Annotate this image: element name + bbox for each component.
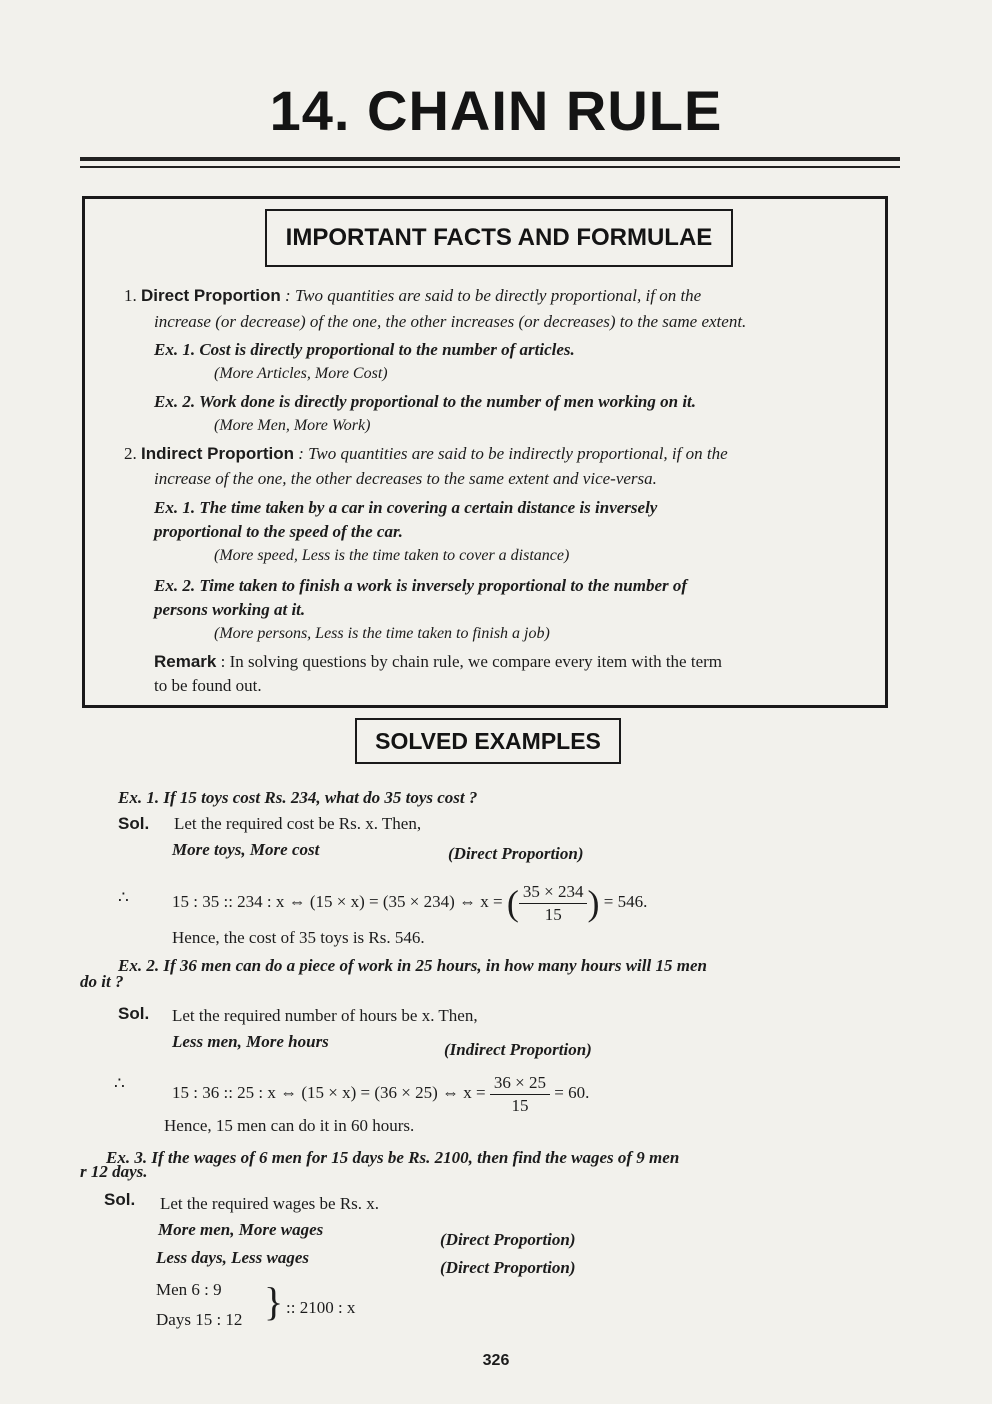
direct-num: 1. [124,286,137,305]
remark-text-b: to be found out. [154,676,262,695]
indirect-num: 2. [124,444,137,463]
facts-heading: IMPORTANT FACTS AND FORMULAE [265,209,733,267]
indirect-def-b: increase of the one, the other decreases to the same extent and vice-versa. [154,469,657,488]
indirect-ex1-note: (More speed, Less is the time taken to cover a distance) [214,547,570,564]
ex3-relation-2: Less days, Less wages [156,1248,309,1267]
ex2-frac-num: 36 × 25 [490,1072,550,1095]
ex3-type-1: (Direct Proportion) [440,1230,576,1249]
indirect-proportion-def [124,442,728,466]
indirect-def-a: : Two quantities are said to be indirectly proportional, if on the [298,444,728,463]
indirect-ex2-b: persons working at it. [154,600,306,619]
ex1-therefore: ∴ [118,888,129,907]
remark [154,650,722,674]
ex1-eq-b: = 546. [603,892,648,911]
remark-label: Remark [154,652,217,671]
indirect-ex1-a: Ex. 1. The time taken by a car in covering a certain distance is inversely [154,498,658,517]
ex2-hence: Hence, 15 men can do it in 60 hours. [164,1116,415,1135]
ex1-sol-text: Let the required cost be Rs. x. Then, [174,814,422,833]
ex1-type: (Direct Proportion) [448,844,584,863]
ex1-hence: Hence, the cost of 35 toys is Rs. 546. [172,928,425,947]
ex2-therefore: ∴ [114,1074,125,1093]
ex2-equation [172,1068,589,1118]
ex2-eq-b: = 60. [554,1083,590,1102]
indirect-ex1-b: proportional to the speed of the car. [154,522,403,541]
title-rule-thick [80,157,900,161]
ex2-question-a: Ex. 2. If 36 men can do a piece of work in 25 hours, in how many hours will 15 men [118,956,707,975]
direct-ex2-note: (More Men, More Work) [214,417,371,434]
direct-ex2: Ex. 2. Work done is directly proportional to the number of men working on it. [154,392,697,411]
ex1-equation: 15 : 35 :: 234 : x ⇔ (15 × x) = (35 × 234) ⇔ x = ( $\frac{35 \times 234}{15}$ ) = 546. [172,881,648,924]
ex3-brace: } [264,1279,284,1324]
solved-heading: SOLVED EXAMPLES [355,718,621,764]
ex1-eq-a: 15 : 35 :: 234 : x ⇔ (15 × x) = (35 × 234) ⇔ x = [172,892,503,911]
ex3-type-2: (Direct Proportion) [440,1258,576,1277]
indirect-term: Indirect Proportion [141,444,294,463]
ex3-rhs: :: 2100 : x [286,1298,356,1317]
direct-ex1-note: (More Articles, More Cost) [214,365,388,382]
direct-def-a: : Two quantities are said to be directly proportional, if on the [285,286,702,305]
ex1-sol-label: Sol. [118,814,150,833]
ex3-relation-1: More men, More wages [158,1220,324,1239]
ex1-fraction [519,881,588,926]
ex3-sol-label: Sol. [104,1190,136,1209]
indirect-ex2-note: (More persons, Less is the time taken to finish a job) [214,625,550,642]
ex1-relation: More toys, More cost [172,840,320,859]
ex2-fraction [490,1072,550,1117]
page-number: 326 [482,1352,510,1369]
ex2-sol-text: Let the required number of hours be x. Then, [172,1006,478,1025]
ex3-men-row: Men 6 : 9 [156,1280,222,1299]
title-rule-thin [80,166,900,168]
remark-text-a: : In solving questions by chain rule, we compare every item with the term [220,652,722,671]
ex1-frac-num: 35 × 234 [519,881,588,904]
ex3-days-row: Days 15 : 12 [156,1310,243,1329]
direct-ex1: Ex. 1. Cost is directly proportional to the number of articles. [154,340,575,359]
ex2-relation: Less men, More hours [172,1032,329,1051]
indirect-ex2-a: Ex. 2. Time taken to finish a work is inversely proportional to the number of [154,576,688,595]
ex3-question-a: Ex. 3. If the wages of 6 men for 15 days be Rs. 2100, then find the wages of 9 men [106,1148,680,1167]
chapter-title: 14. CHAIN RULE [269,79,723,142]
ex2-eq-a: 15 : 36 :: 25 : x ⇔ (15 × x) = (36 × 25) ⇔ x = [172,1083,486,1102]
ex2-type: (Indirect Proportion) [444,1040,592,1059]
ex3-question-b: r 12 days. [80,1162,148,1181]
ex3-sol-text: Let the required wages be Rs. x. [160,1194,380,1213]
ex2-frac-den: 15 [511,1095,529,1115]
direct-def-b: increase (or decrease) of the one, the other increases (or decreases) to the same extent. [154,312,747,331]
ex2-question-b: do it ? [80,972,124,991]
direct-term: Direct Proportion [141,286,281,305]
ex2-sol-label: Sol. [118,1004,150,1023]
direct-proportion-def [124,284,701,308]
ex1-question: Ex. 1. If 15 toys cost Rs. 234, what do 35 toys cost ? [118,788,478,807]
ex1-frac-den: 15 [544,904,562,924]
